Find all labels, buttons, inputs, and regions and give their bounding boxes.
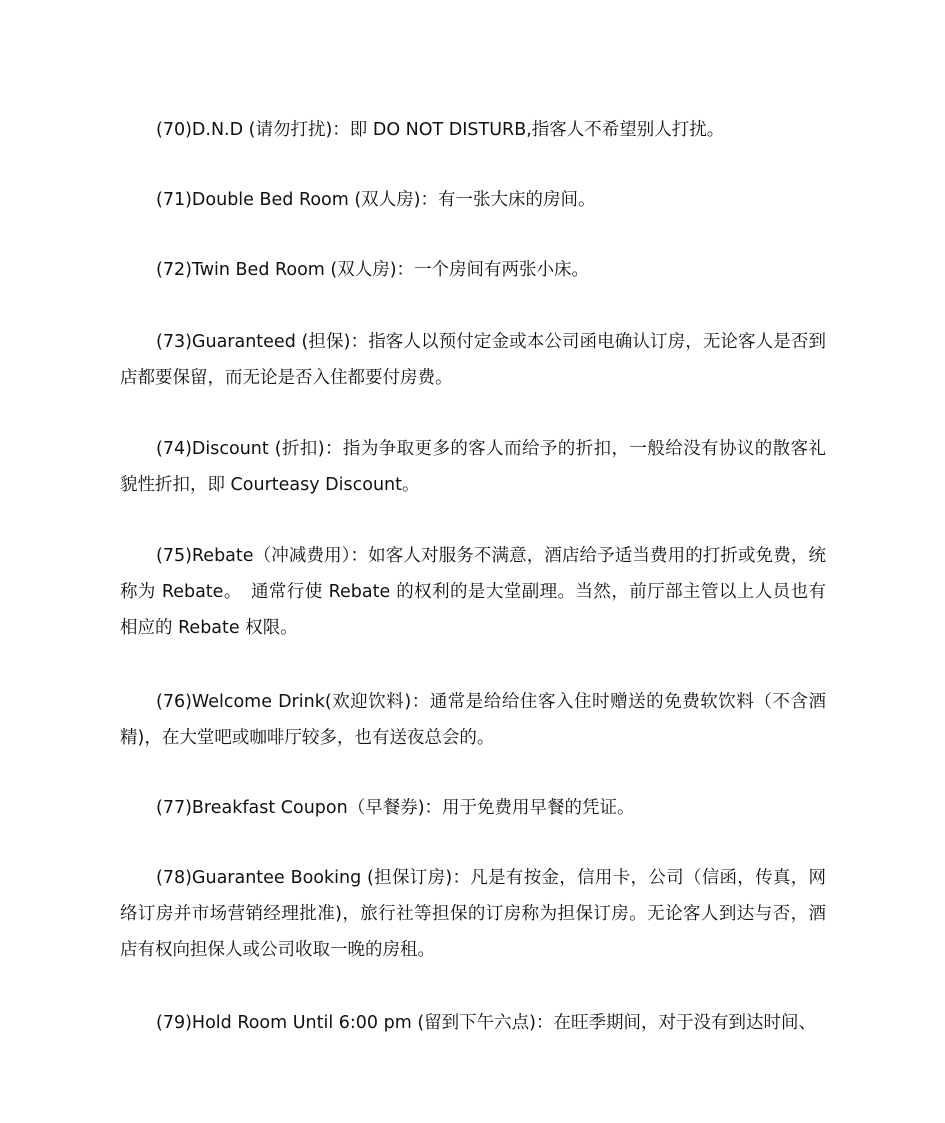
glossary-entry-72: (72)Twin Bed Room (双人房)：一个房间有两张小床。 bbox=[156, 259, 590, 280]
glossary-entry-77: (77)Breakfast Coupon（早餐券)：用于免费用早餐的凭证。 bbox=[156, 797, 635, 818]
glossary-entry-79: (79)Hold Room Until 6:00 pm (留到下午六点)：在旺季期间，对于没有到达时间、 bbox=[156, 1012, 816, 1033]
glossary-entry-71: (71)Double Bed Room (双人房)：有一张大床的房间。 bbox=[156, 189, 596, 210]
glossary-entry-74: (74)Discount (折扣)：指为争取更多的客人而给予的折扣，一般给没有协议的散客礼貌性折扣，即 Courteasy Discount。 bbox=[120, 438, 826, 495]
glossary-entry-75: (75)Rebate（冲减费用）：如客人对服务不满意，酒店给予适当费用的打折或免费，统称为 Rebate。 通常行使 Rebate 的权利的是大堂副理。当然，前厅部主管以上人员也有相应的 Rebate 权限。 bbox=[120, 545, 826, 638]
glossary-entry-73: (73)Guaranteed (担保)：指客人以预付定金或本公司函电确认订房，无论客人是否到店都要保留，而无论是否入住都要付房费。 bbox=[120, 331, 826, 388]
glossary-entry-76: (76)Welcome Drink(欢迎饮料)：通常是给给住客入住时赠送的免费软饮料（不含酒精)，在大堂吧或咖啡厅较多，也有送夜总会的。 bbox=[120, 691, 826, 748]
glossary-entry-78: (78)Guarantee Booking (担保订房)：凡是有按金，信用卡，公司（信函，传真，网络订房并市场营销经理批准)，旅行社等担保的订房称为担保订房。无论客人到达与否，酒店有权向担保人或公司收取一晚的房租。 bbox=[120, 867, 826, 960]
glossary-entry-70: (70)D.N.D (请勿打扰)：即 DO NOT DISTURB,指客人不希望别人打扰。 bbox=[156, 119, 725, 140]
